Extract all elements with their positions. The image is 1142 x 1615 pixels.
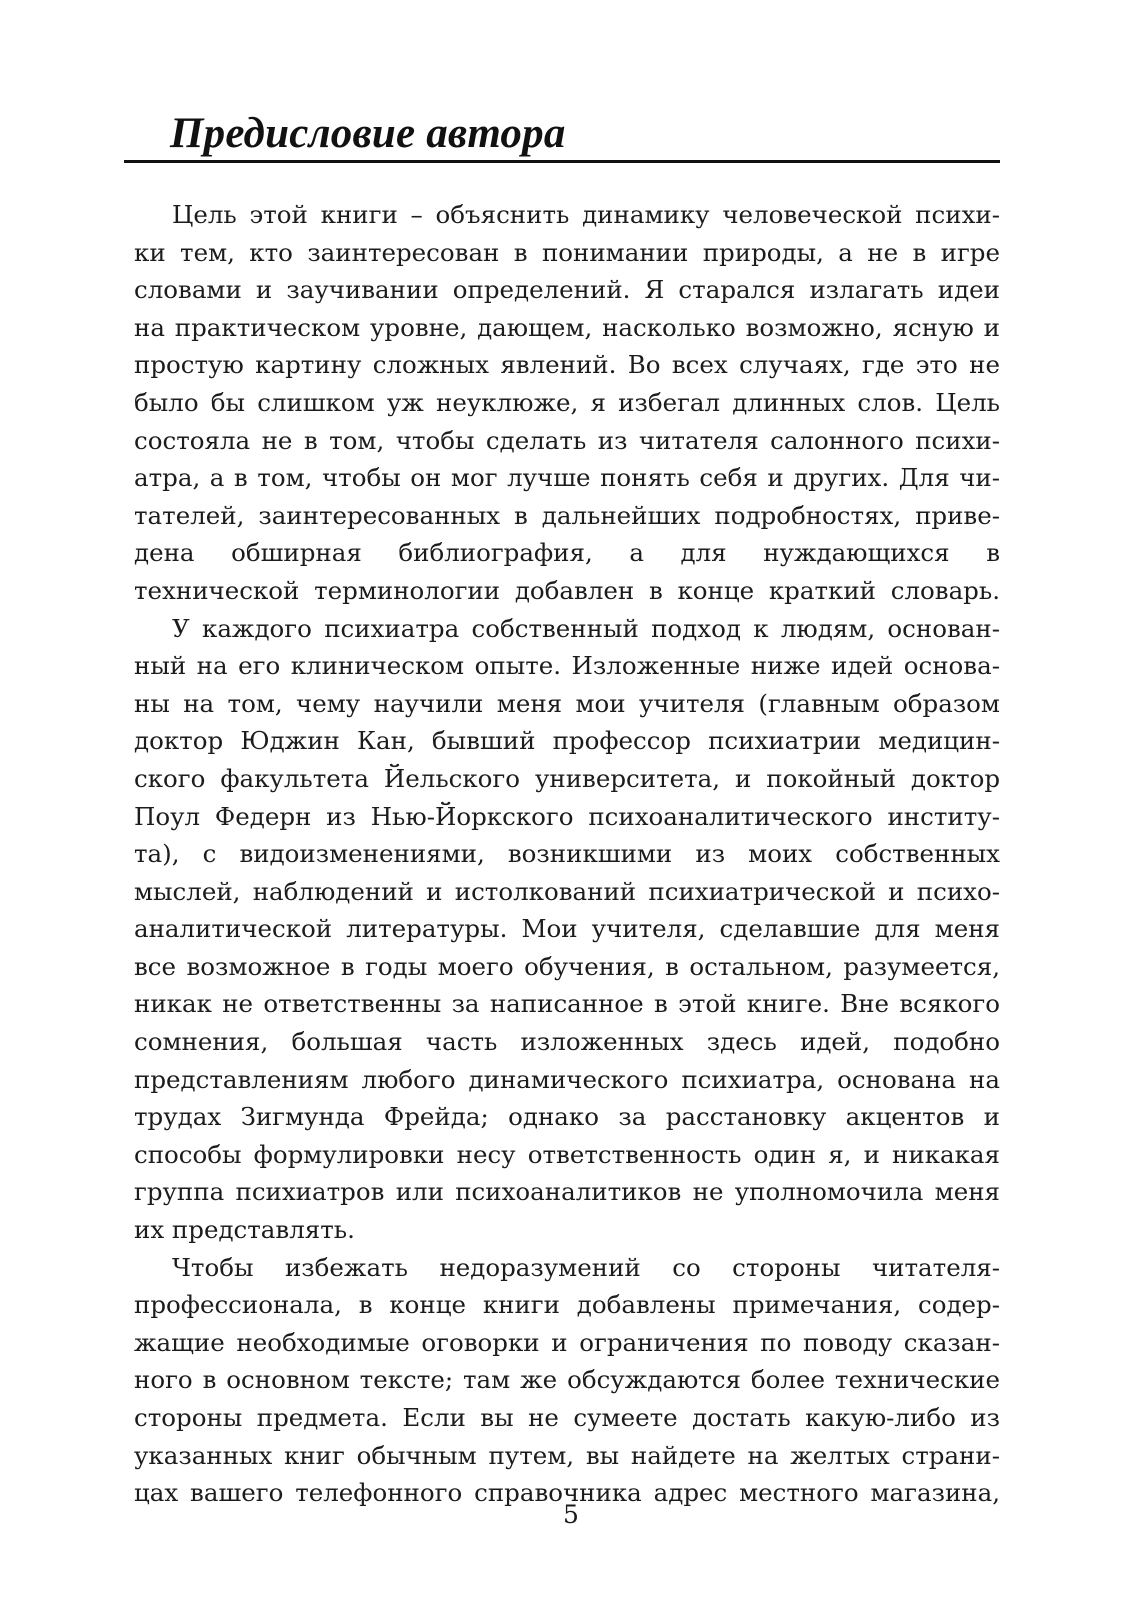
page-number: 5 <box>563 1500 579 1529</box>
text-line: тателей, заинтересованных в дальнейших подробностях, приве- <box>134 500 1000 530</box>
text-line: технической терминологии добавлен в конце краткий словарь. <box>134 575 1000 605</box>
text-line: никак не ответственны за написанное в этой книге. Вне всякого <box>134 989 1000 1019</box>
text-line: трудах Зигмунда Фрейда; однако за расстановку акцентов и <box>134 1102 1000 1132</box>
text-line: словами и заучивании определений. Я старался излагать идеи <box>134 275 1000 305</box>
text-line: Чтобы избежать недоразумений со стороны читателя- <box>172 1252 1000 1282</box>
text-line: У каждого психиатра собственный подход к людям, основан- <box>172 613 1000 643</box>
text-line: мыслей, наблюдений и истолкований психиатрической и психо- <box>134 876 1000 906</box>
text-line: ного в основном тексте; там же обсуждаются более технические <box>134 1365 1000 1395</box>
text-line: Поул Федерн из Нью-Йоркского психоаналитического институ- <box>134 801 1000 831</box>
text-line: доктор Юджин Кан, бывший профессор психиатрии медицин- <box>134 726 1000 756</box>
text-line: указанных книг обычным путем, вы найдете на желтых страни- <box>134 1440 1000 1470</box>
text-line: способы формулировки несу ответственность один я, и никакая <box>134 1139 1000 1169</box>
paragraph-3 <box>134 1249 1000 1512</box>
text-line: ный на его клиническом опыте. Изложенные ниже идей основа- <box>134 651 1000 681</box>
text-line: их представлять. <box>134 1215 355 1245</box>
text-line: представлениям любого динамического психиатра, основана на <box>134 1064 1000 1094</box>
text-line: Цель этой книги – объяснить динамику человеческой психи- <box>172 200 1000 229</box>
text-line: группа психиатров или психоаналитиков не уполномочила меня <box>134 1177 1000 1207</box>
body-text <box>134 196 1000 1512</box>
text-line: жащие необходимые оговорки и ограничения по поводу сказан- <box>134 1327 1000 1357</box>
text-line: состояла не в том, чтобы сделать из читателя салонного психи- <box>134 425 1000 455</box>
paragraph-1 <box>134 196 1000 610</box>
title-underline-rule <box>124 160 1000 163</box>
text-line: та), с видоизменениями, возникшими из моих собственных <box>134 839 1000 869</box>
text-line: сомнения, большая часть изложенных здесь идей, подобно <box>134 1027 1000 1057</box>
text-line: ского факультета Йельского университета, и покойный доктор <box>134 763 1000 793</box>
text-line: простую картину сложных явлений. Во всех случаях, где это не <box>134 350 1000 380</box>
text-line: все возможное в годы моего обучения, в остальном, разумеется, <box>134 951 1000 981</box>
paragraph-2 <box>134 610 1000 1249</box>
text-line: дена обширная библиография, а для нуждающихся в <box>134 538 1000 568</box>
text-line: было бы слишком уж неуклюже, я избегал длинных слов. Цель <box>134 387 1000 417</box>
text-line: аналитической литературы. Мои учителя, сделавшие для меня <box>134 914 1000 944</box>
text-line: ны на том, чему научили меня мои учителя (главным образом <box>134 688 1000 718</box>
chapter-title: Предисловие автора <box>170 110 566 157</box>
text-line: на практическом уровне, дающем, насколько возможно, ясную и <box>134 312 1000 342</box>
text-line: цах вашего телефонного справочника адрес местного магазина, <box>134 1478 1000 1508</box>
text-line: атра, а в том, чтобы он мог лучше понять себя и других. Для чи- <box>134 463 1000 493</box>
text-line: профессионала, в конце книги добавлены примечания, содер- <box>134 1290 1000 1320</box>
text-line: стороны предмета. Если вы не сумеете достать какую-либо из <box>134 1403 1000 1432</box>
text-line: ки тем, кто заинтересован в понимании природы, а не в игре <box>134 237 1000 267</box>
